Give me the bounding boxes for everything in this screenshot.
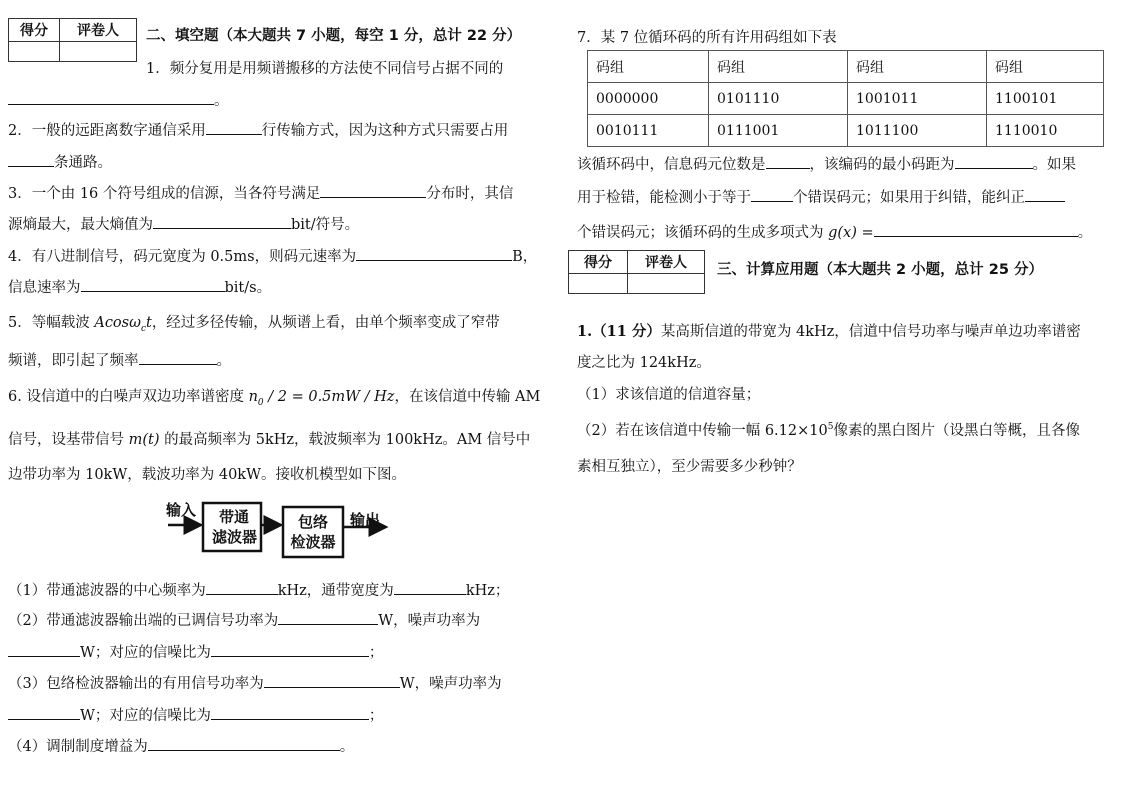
code-header: 码组	[848, 51, 987, 83]
q1-line2: 。	[8, 89, 229, 110]
grader-cell[interactable]	[628, 274, 705, 294]
score-label: 得分	[9, 19, 60, 42]
q7-blank3[interactable]	[751, 187, 793, 202]
diagram-input-label: 输入	[166, 501, 197, 519]
q7-blank4[interactable]	[1025, 187, 1065, 202]
q6-sub2-line1: （2）带通滤波器输出端的已调信号功率为 W，噪声功率为	[8, 609, 480, 630]
score-cell[interactable]	[9, 42, 60, 62]
code-cell: 1011100	[848, 115, 987, 147]
q6-line2: 信号，设基带信号 m(t) 的最高频率为 5kHz，载波频率为 100kHz。AM 信号中	[8, 432, 531, 448]
grader-cell[interactable]	[60, 42, 137, 62]
grader-label: 评卷人	[628, 251, 705, 274]
code-cell: 1110010	[987, 115, 1104, 147]
p1-line1: 1.（11 分）某高斯信道的带宽为 4kHz，信道中信号功率与噪声单边功率谱密	[577, 323, 1081, 340]
code-table	[587, 50, 1104, 147]
q5-line2: 频谱，即引起了频率 。	[8, 349, 231, 370]
q7-blank1[interactable]	[766, 154, 810, 169]
q6-line1: 6. 设信道中的白噪声双边功率谱密度 $n_0 / 2 = 0.5mW / Hz$，在该信道中传输 AM	[8, 389, 541, 408]
code-header: 码组	[709, 51, 848, 83]
q3-blank2[interactable]	[153, 214, 291, 229]
q5-blank[interactable]	[139, 350, 217, 365]
s3-blank2[interactable]	[8, 705, 80, 720]
q2-line1: 2．一般的远距离数字通信采用 行传输方式，因为这种方式只需要占用	[8, 119, 508, 140]
q6-line3: 边带功率为 10kW，载波功率为 40kW。接收机模型如下图。	[8, 467, 406, 483]
code-header: 码组	[987, 51, 1104, 83]
p1-sub2-line1: （2）若在该信道中传输一幅 $6.12\times 10^5$像素的黑白图片（设黑白等概，且各像	[577, 422, 1080, 439]
s4-blank[interactable]	[148, 736, 340, 751]
q7-blank5[interactable]	[874, 222, 1078, 237]
code-cell: 1100101	[987, 83, 1104, 115]
q2-blank1[interactable]	[206, 120, 262, 135]
s2-blank3[interactable]	[211, 642, 369, 657]
section2-title: 二、填空题（本大题共 7 小题，每空 1 分，总计 22 分）	[146, 28, 522, 44]
code-cell: 1001011	[848, 83, 987, 115]
q3-line2: 源熵最大，最大熵值为 bit/符号。	[8, 213, 359, 234]
code-cell: 0101110	[709, 83, 848, 115]
q5-formula: Acosω$_c$t	[94, 315, 152, 334]
q3-blank1[interactable]	[320, 183, 426, 198]
q2-line2: 条通路。	[8, 151, 112, 172]
q6-sub3-line2: W；对应的信噪比为 ；	[8, 704, 383, 725]
q6-sub1: （1）带通滤波器的中心频率为 kHz，通带宽度为 kHz；	[8, 579, 509, 600]
q7-intro: 7．某 7 位循环码的所有许用码组如下表	[577, 30, 837, 46]
gx-formula: g(x) =	[828, 225, 874, 241]
q7-line1: 该循环码中，信息码元位数是 ，该编码的最小码距为 。如果	[577, 153, 1076, 174]
s2-blank1[interactable]	[278, 610, 378, 625]
q7-line3: 个错误码元；该循环码的生成多项式为 g(x) = 。	[577, 221, 1092, 242]
q5-line1: 5．等幅载波 Acosω$_c$t，经过多径传输，从频谱上看，由单个频率变成了窄带	[8, 315, 500, 334]
score-label: 得分	[569, 251, 628, 274]
s3-blank1[interactable]	[264, 673, 400, 688]
q7-line2: 用于检错，能检测小于等于 个错误码元；如果用于纠错，能纠正	[577, 186, 1065, 207]
q4-blank1[interactable]	[356, 246, 512, 261]
receiver-diagram	[160, 495, 400, 567]
q1-line1: 1．频分复用是用频谱搬移的方法使不同信号占据不同的	[146, 61, 504, 77]
grader-label: 评卷人	[60, 19, 137, 42]
s1-blank2[interactable]	[394, 580, 466, 595]
q4-blank2[interactable]	[81, 277, 225, 292]
p1-line2: 度之比为 124kHz。	[577, 355, 711, 371]
code-cell: 0111001	[709, 115, 848, 147]
p1-sub1: （1）求该信道的信道容量；	[577, 387, 761, 403]
score-box-right	[568, 250, 705, 294]
s1-blank1[interactable]	[206, 580, 278, 595]
q2-blank2[interactable]	[8, 152, 54, 167]
q6-sub3-line1: （3）包络检波器输出的有用信号功率为 W，噪声功率为	[8, 672, 502, 693]
code-header: 码组	[588, 51, 709, 83]
section3-title: 三、计算应用题（本大题共 2 小题，总计 25 分）	[717, 262, 1043, 278]
q6-formula: $n_0 / 2 = 0.5mW / Hz$	[248, 389, 395, 408]
q6-sub4: （4）调制制度增益为 。	[8, 735, 354, 756]
p1-sub2-line2: 素相互独立），至少需要多少秒钟？	[577, 459, 802, 475]
code-cell: 0000000	[588, 83, 709, 115]
envelope-detector-box: 包络 检波器	[290, 513, 336, 551]
bandpass-filter-box: 带通 滤波器	[212, 508, 258, 546]
q6-sub2-line2: W；对应的信噪比为 ；	[8, 641, 383, 662]
q4-line2: 信息速率为 bit/s。	[8, 276, 271, 297]
score-box-left	[8, 18, 137, 62]
q1-blank[interactable]	[8, 90, 214, 105]
s2-blank2[interactable]	[8, 642, 80, 657]
code-cell: 0010111	[588, 115, 709, 147]
q3-line1: 3．一个由 16 个符号组成的信源，当各符号满足 分布时，其信	[8, 182, 513, 203]
diagram-output-label: 输出	[350, 511, 381, 529]
q7-blank2[interactable]	[955, 154, 1033, 169]
s3-blank3[interactable]	[211, 705, 369, 720]
q4-line1: 4．有八进制信号，码元宽度为 0.5ms，则码元速率为 B，	[8, 245, 537, 266]
q6-mt: m(t)	[128, 432, 160, 448]
score-cell[interactable]	[569, 274, 628, 294]
